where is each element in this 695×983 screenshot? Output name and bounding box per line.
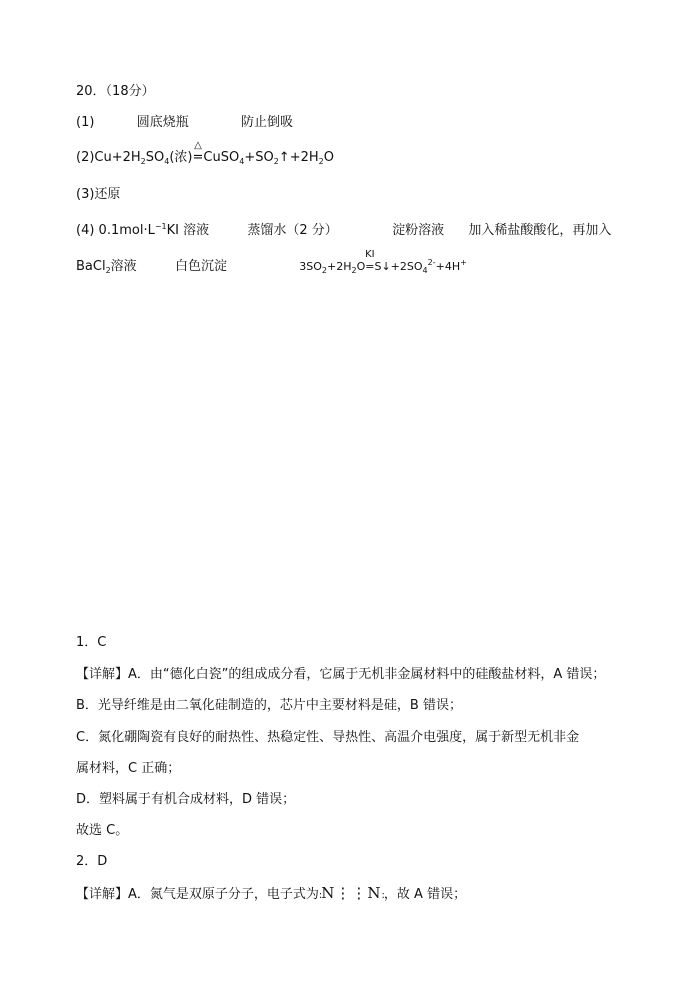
answer-20-part-4: (4) $0.1mol\cdot L^{-1}KI$ 溶液 蒸馏水（2 分） 淀粉溶液 加入稀盐酸酸化，再加入 — [76, 222, 612, 238]
answer-1-explanation-line: 属材料，C 正确； — [76, 761, 181, 776]
answer-1-explanation-line: C．氮化硼陶瓷有良好的耐热性、热稳定性、导热性、高温介电强度，属于新型无机非金 — [76, 730, 580, 745]
part-number: (1) — [76, 115, 95, 130]
answer-1-explanation-line: B．光导纤维是由二氧化硅制造的，芯片中主要材料是硅，B 错误； — [76, 698, 462, 713]
answer-20-part-4-cont: BaCl$_2$溶液 白色沉淀 $3SO_2+2H_2O$ KI $=S↓+2SO_4^{2-}+4H^+$ — [76, 249, 467, 275]
reaction-condition: △ = — [192, 140, 204, 165]
answer-text: 防止倒吸 — [241, 115, 294, 130]
answer-1-conclusion: 故选 C。 — [76, 823, 129, 838]
answer-2-heading: 2．D — [76, 854, 108, 869]
answer-20-part-1 — [76, 113, 293, 133]
ionic-equation: $3SO_2+2H_2O$ KI $=S↓+2SO_4^{2-}+4H^+$ — [299, 249, 467, 275]
answer-20-part-2-equation: $(2)Cu+2H_2SO_4$(浓) △ $=CuSO_4+SO_2↑+2H_2O$ — [76, 140, 334, 166]
answer-text: 圆底烧瓶 — [136, 115, 189, 130]
answer-20-part-3: (3)还原 — [76, 187, 121, 202]
answer-1-heading: 1．C — [76, 635, 107, 650]
answer-2-explanation-line: 【详解】A．氮气是双原子分子，电子式为:N⋮⋮N:，故 A 错误； — [76, 884, 467, 902]
answer-20-heading: 20．（18分） — [76, 84, 155, 99]
answer-1-explanation-line: 【详解】A．由“德化白瓷”的组成成分看，它属于无机非金属材料中的硅酸盐材料，A 错误； — [76, 667, 606, 682]
electron-formula: N⋮⋮N — [321, 884, 382, 902]
answer-1-explanation-line: D．塑料属于有机合成材料，D 错误； — [76, 792, 296, 807]
reaction-condition: KI = — [365, 249, 375, 273]
